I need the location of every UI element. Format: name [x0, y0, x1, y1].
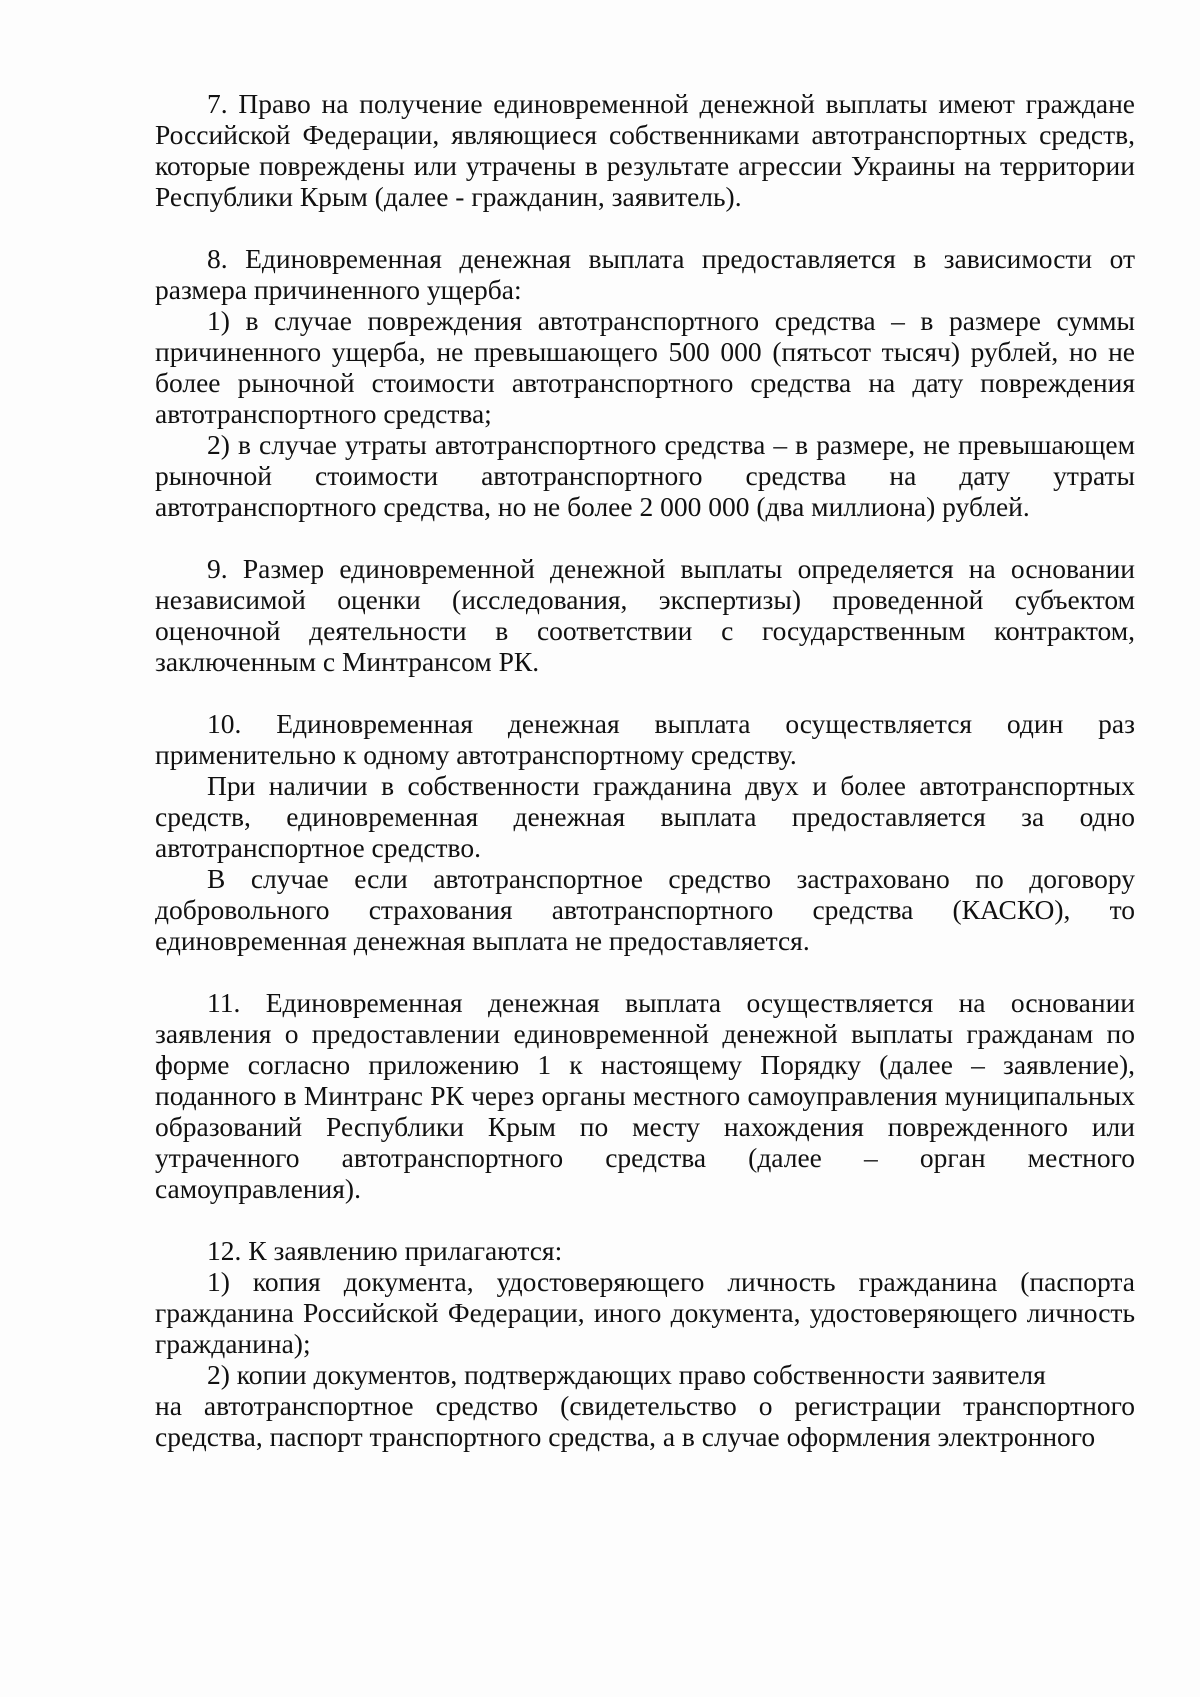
paragraph-gap	[155, 522, 1135, 553]
paragraph-12-item-1: 1) копия документа, удостоверяющего личность гражданина (паспорта гражданина Российской Федерации, иного документа, удостоверяющего личность гражданина);	[155, 1266, 1135, 1359]
paragraph-gap	[155, 956, 1135, 987]
document-body	[155, 88, 1135, 1452]
paragraph-gap	[155, 212, 1135, 243]
paragraph-8-item-2: 2) в случае утраты автотранспортного средства – в размере, не превышающем рыночной стоимости автотранспортного средства на дату утраты автотранспортного средства, но не более 2 000 000 (два миллиона) рублей.	[155, 429, 1135, 522]
paragraph-12: 12. К заявлению прилагаются:	[207, 1235, 563, 1266]
paragraph-8: 8. Единовременная денежная выплата предоставляется в зависимости от размера причиненного ущерба:	[155, 243, 1135, 305]
paragraph-11: 11. Единовременная денежная выплата осуществляется на основании заявления о предоставлении единовременной денежной выплаты гражданам по форме согласно приложению 1 к настоящему Порядку (далее – заявление), поданного в Минтранс РК через органы местного самоуправления муниципальных образований Республики Крым по месту нахождения поврежденного или утраченного автотранспортного средства (далее – орган местного самоуправления).	[155, 987, 1135, 1204]
paragraph-9: 9. Размер единовременной денежной выплаты определяется на основании независимой оценки (исследования, экспертизы) проведенной субъектом оценочной деятельности в соответствии с государственным контрактом, заключенным с Минтрансом РК.	[155, 553, 1135, 677]
paragraph-8-item-1: 1) в случае повреждения автотранспортного средства – в размере суммы причиненного ущерба, не превышающего 500 000 (пятьсот тысяч) рублей, но не более рыночной стоимости автотранспортного средства на дату повреждения автотранспортного средства;	[155, 305, 1135, 429]
paragraph-gap	[155, 1204, 1135, 1235]
paragraph-12-item-2-continued: на автотранспортное средство (свидетельство о регистрации транспортного средства, паспорт транспортного средства, а в случае оформления электронного	[155, 1390, 1135, 1452]
paragraph-7: 7. Право на получение единовременной денежной выплаты имеют граждане Российской Федерации, являющиеся собственниками автотранспортных средств, которые повреждены или утрачены в результате агрессии Украины на территории Республики Крым (далее - гражданин, заявитель).	[155, 88, 1135, 212]
paragraph-10-part-2: При наличии в собственности гражданина двух и более автотранспортных средств, единовременная денежная выплата предоставляется за одно автотранспортное средство.	[155, 770, 1135, 863]
paragraph-12-item-2: 2) копии документов, подтверждающих право собственности заявителя	[207, 1359, 1046, 1390]
paragraph-10: 10. Единовременная денежная выплата осуществляется один раз применительно к одному автотранспортному средству.	[155, 708, 1135, 770]
paragraph-gap	[155, 677, 1135, 708]
paragraph-10-part-3: В случае если автотранспортное средство застраховано по договору добровольного страхования автотранспортного средства (КАСКО), то единовременная денежная выплата не предоставляется.	[155, 863, 1135, 956]
